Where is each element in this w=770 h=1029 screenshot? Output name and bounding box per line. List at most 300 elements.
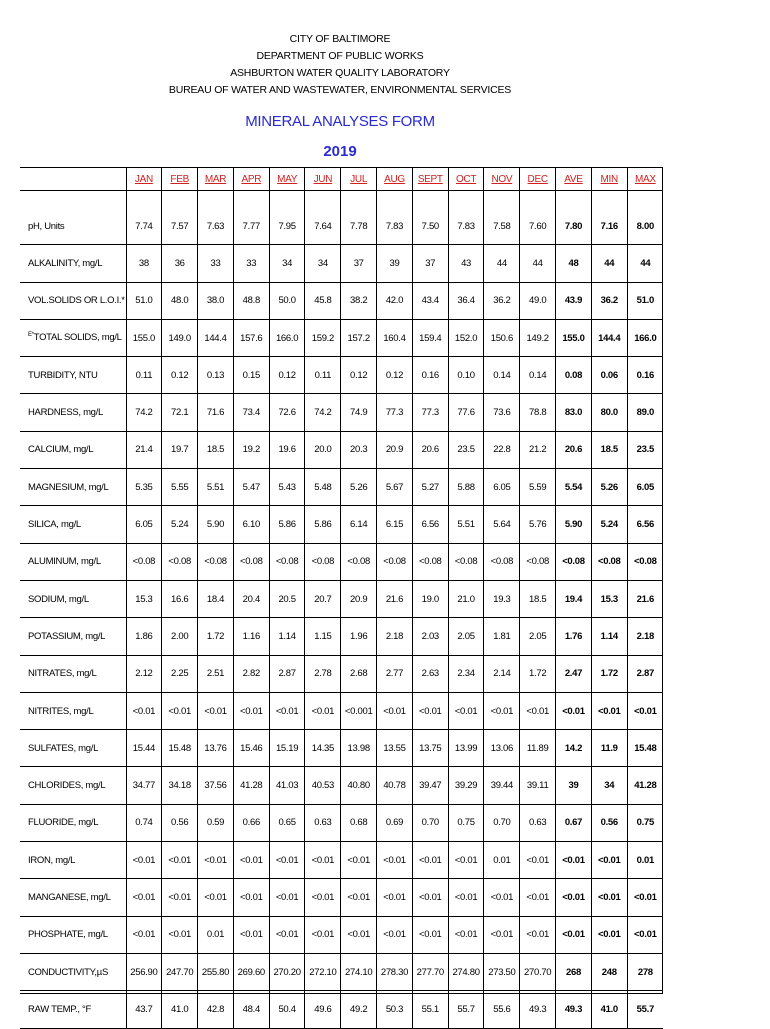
table-cell: 40.80 — [341, 767, 377, 804]
form-year: 2019 — [323, 143, 357, 160]
summary-cell: 278 — [627, 953, 663, 990]
column-header: AVE — [556, 168, 592, 191]
summary-cell: <0.01 — [627, 879, 663, 916]
row-label-text: CHLORIDES, mg/L — [28, 780, 106, 792]
row-label-text: CONDUCTIVITY,µS — [28, 966, 108, 978]
table-cell: 5.27 — [412, 469, 448, 506]
table-cell: <0.01 — [269, 842, 305, 879]
table-row — [20, 245, 663, 282]
summary-cell: <0.01 — [556, 916, 592, 953]
table-cell: <0.08 — [126, 543, 162, 580]
summary-cell: <0.01 — [591, 916, 627, 953]
column-header: AUG — [377, 168, 413, 191]
table-cell: 43.7 — [126, 991, 162, 1028]
table-cell: <0.01 — [412, 842, 448, 879]
header-department: DEPARTMENT OF PUBLIC WORKS — [256, 50, 424, 62]
summary-cell: 7.80 — [556, 208, 592, 245]
summary-cell: <0.01 — [627, 916, 663, 953]
table-cell: 5.76 — [520, 506, 556, 543]
row-label — [20, 208, 126, 245]
table-cell: <0.01 — [341, 916, 377, 953]
table-cell: 21.4 — [126, 431, 162, 468]
table-cell: <0.01 — [520, 879, 556, 916]
table-cell: <0.01 — [126, 842, 162, 879]
table-cell: 37 — [341, 245, 377, 282]
row-label — [20, 879, 126, 916]
form-title: MINERAL ANALYSES FORM — [245, 113, 435, 130]
header-blank — [20, 168, 126, 191]
table-cell: 13.06 — [484, 730, 520, 767]
table-cell: 7.58 — [484, 208, 520, 245]
table-cell: <0.08 — [269, 543, 305, 580]
row-label — [20, 692, 126, 729]
table-cell: 1.15 — [305, 618, 341, 655]
table-cell: 13.75 — [412, 730, 448, 767]
table-cell: 77.3 — [377, 394, 413, 431]
summary-cell: <0.08 — [591, 543, 627, 580]
row-label — [20, 618, 126, 655]
table-row — [20, 282, 663, 319]
table-cell: 0.11 — [305, 357, 341, 394]
row-label — [20, 842, 126, 879]
table-row — [20, 431, 663, 468]
table-cell: 1.96 — [341, 618, 377, 655]
table-cell: 2.25 — [162, 655, 198, 692]
table-cell: 6.05 — [484, 469, 520, 506]
row-label — [20, 319, 126, 356]
summary-cell: 6.05 — [627, 469, 663, 506]
summary-cell: 5.26 — [591, 469, 627, 506]
table-cell: 5.59 — [520, 469, 556, 506]
table-cell: <0.01 — [162, 842, 198, 879]
table-cell: 44 — [484, 245, 520, 282]
table-cell: 6.05 — [126, 506, 162, 543]
table-cell: <0.01 — [233, 879, 269, 916]
table-row — [20, 394, 663, 431]
row-label-text: SULFATES, mg/L — [28, 742, 99, 754]
row-label-text: ALUMINUM, mg/L — [28, 556, 101, 568]
row-label — [20, 394, 126, 431]
table-cell: <0.01 — [126, 692, 162, 729]
table-cell: <0.01 — [520, 916, 556, 953]
table-cell: 13.55 — [377, 730, 413, 767]
column-header: JAN — [126, 168, 162, 191]
table-cell: 19.3 — [484, 580, 520, 617]
summary-cell: 0.01 — [627, 842, 663, 879]
table-cell: 40.53 — [305, 767, 341, 804]
table-cell: <0.01 — [484, 916, 520, 953]
table-cell: 2.77 — [377, 655, 413, 692]
table-cell: 270.20 — [269, 953, 305, 990]
table-cell: 0.01 — [484, 842, 520, 879]
table-cell: 160.4 — [377, 319, 413, 356]
table-cell: <0.01 — [233, 842, 269, 879]
table-cell: 2.82 — [233, 655, 269, 692]
table-cell: 49.2 — [341, 991, 377, 1028]
summary-cell: 44 — [591, 245, 627, 282]
row-label-text: VOL.SOLIDS OR L.O.I.* — [28, 295, 125, 307]
table-cell: 159.2 — [305, 319, 341, 356]
table-cell: 34 — [269, 245, 305, 282]
table-cell: 2.87 — [269, 655, 305, 692]
table-cell: 0.66 — [233, 804, 269, 841]
table-cell: <0.01 — [412, 879, 448, 916]
spacer-row — [20, 191, 663, 209]
table-cell: 144.4 — [198, 319, 234, 356]
table-cell: 5.67 — [377, 469, 413, 506]
summary-cell: 19.4 — [556, 580, 592, 617]
summary-cell: 248 — [591, 953, 627, 990]
table-cell: 274.10 — [341, 953, 377, 990]
summary-cell: 0.75 — [627, 804, 663, 841]
table-cell: 55.6 — [484, 991, 520, 1028]
table-cell: 42.8 — [198, 991, 234, 1028]
summary-cell: <0.01 — [591, 692, 627, 729]
summary-cell: 0.67 — [556, 804, 592, 841]
summary-cell: 0.08 — [556, 357, 592, 394]
table-row — [20, 208, 663, 245]
table-cell: 49.0 — [520, 282, 556, 319]
table-cell: <0.08 — [233, 543, 269, 580]
table-cell: <0.01 — [269, 692, 305, 729]
table-cell: 71.6 — [198, 394, 234, 431]
table-cell: 72.6 — [269, 394, 305, 431]
table-cell: 6.15 — [377, 506, 413, 543]
table-cell: 20.9 — [341, 580, 377, 617]
table-cell: <0.08 — [412, 543, 448, 580]
table-cell: 74.9 — [341, 394, 377, 431]
table-cell: 18.5 — [520, 580, 556, 617]
table-cell: 278.30 — [377, 953, 413, 990]
table-cell: 40.78 — [377, 767, 413, 804]
table-cell: 5.26 — [341, 469, 377, 506]
table-cell: 73.6 — [484, 394, 520, 431]
row-label — [20, 916, 126, 953]
table-cell: 1.14 — [269, 618, 305, 655]
table-cell: 49.6 — [305, 991, 341, 1028]
table-cell: 6.14 — [341, 506, 377, 543]
table-cell: 74.2 — [126, 394, 162, 431]
summary-cell: <0.08 — [627, 543, 663, 580]
table-cell: <0.08 — [341, 543, 377, 580]
table-cell: 0.63 — [520, 804, 556, 841]
table-row — [20, 618, 663, 655]
row-label — [20, 469, 126, 506]
table-cell: 15.44 — [126, 730, 162, 767]
table-cell: 22.8 — [484, 431, 520, 468]
table-cell: 7.57 — [162, 208, 198, 245]
table-cell: 0.14 — [520, 357, 556, 394]
table-cell: 5.55 — [162, 469, 198, 506]
table-cell: <0.01 — [198, 692, 234, 729]
column-header: JUL — [341, 168, 377, 191]
column-header: MAX — [627, 168, 663, 191]
row-label — [20, 245, 126, 282]
column-header: MAY — [269, 168, 305, 191]
table-cell: 1.81 — [484, 618, 520, 655]
table-cell: <0.08 — [162, 543, 198, 580]
table-cell: <0.01 — [305, 692, 341, 729]
table-cell: 13.76 — [198, 730, 234, 767]
summary-cell: 41.28 — [627, 767, 663, 804]
summary-cell: 18.5 — [591, 431, 627, 468]
table-cell: <0.01 — [305, 879, 341, 916]
table-row — [20, 842, 663, 879]
summary-cell: 23.5 — [627, 431, 663, 468]
table-cell: 0.12 — [162, 357, 198, 394]
table-cell: 5.35 — [126, 469, 162, 506]
table-cell: 7.83 — [448, 208, 484, 245]
table-cell: 0.65 — [269, 804, 305, 841]
table-cell: 36 — [162, 245, 198, 282]
summary-cell: <0.01 — [556, 879, 592, 916]
summary-cell: 15.3 — [591, 580, 627, 617]
summary-cell: <0.08 — [556, 543, 592, 580]
table-cell: 72.1 — [162, 394, 198, 431]
table-cell: 5.86 — [305, 506, 341, 543]
table-cell: 2.68 — [341, 655, 377, 692]
table-cell: 20.3 — [341, 431, 377, 468]
table-row — [20, 655, 663, 692]
table-cell: 19.6 — [269, 431, 305, 468]
table-cell: 5.51 — [448, 506, 484, 543]
table-cell: 38.0 — [198, 282, 234, 319]
row-label — [20, 730, 126, 767]
table-cell: 19.0 — [412, 580, 448, 617]
table-cell: <0.01 — [484, 879, 520, 916]
table-cell: 13.98 — [341, 730, 377, 767]
table-row — [20, 469, 663, 506]
column-header: JUN — [305, 168, 341, 191]
table-cell: 21.6 — [377, 580, 413, 617]
table-row — [20, 730, 663, 767]
table-cell: 2.34 — [448, 655, 484, 692]
table-cell: 2.05 — [520, 618, 556, 655]
table-cell: 55.7 — [448, 991, 484, 1028]
table-cell: 2.00 — [162, 618, 198, 655]
table-cell: 0.70 — [484, 804, 520, 841]
table-cell: 2.78 — [305, 655, 341, 692]
table-cell: 5.90 — [198, 506, 234, 543]
table-cell: 5.47 — [233, 469, 269, 506]
summary-cell: 41.0 — [591, 991, 627, 1028]
table-cell: 15.19 — [269, 730, 305, 767]
table-cell: <0.01 — [126, 916, 162, 953]
header-bureau: BUREAU OF WATER AND WASTEWATER, ENVIRONMENTAL SERVICES — [168, 84, 512, 96]
table-row — [20, 991, 663, 1028]
table-cell: 1.72 — [198, 618, 234, 655]
table-cell: 48.8 — [233, 282, 269, 319]
table-cell: <0.08 — [448, 543, 484, 580]
table-cell: 0.11 — [126, 357, 162, 394]
table-cell: 6.56 — [412, 506, 448, 543]
table-cell: 7.77 — [233, 208, 269, 245]
row-label-text: TURBIDITY, NTU — [28, 369, 98, 381]
table-cell: 41.28 — [233, 767, 269, 804]
column-header: NOV — [484, 168, 520, 191]
table-cell: 0.12 — [377, 357, 413, 394]
table-cell: 7.50 — [412, 208, 448, 245]
table-cell: 41.03 — [269, 767, 305, 804]
table-cell: 273.50 — [484, 953, 520, 990]
column-header: MIN — [591, 168, 627, 191]
table-cell: 55.1 — [412, 991, 448, 1028]
table-cell: 0.70 — [412, 804, 448, 841]
table-cell: 0.13 — [198, 357, 234, 394]
table-cell: 0.14 — [484, 357, 520, 394]
table-cell: 39.11 — [520, 767, 556, 804]
table-cell: 150.6 — [484, 319, 520, 356]
table-cell: 7.64 — [305, 208, 341, 245]
table-cell: 2.03 — [412, 618, 448, 655]
row-label-text: NITRATES, mg/L — [28, 668, 97, 680]
column-header: DEC — [520, 168, 556, 191]
table-cell: 2.18 — [377, 618, 413, 655]
mineral-analyses-table — [20, 167, 663, 1015]
column-header: OCT — [448, 168, 484, 191]
table-cell: 15.48 — [162, 730, 198, 767]
summary-cell: 0.56 — [591, 804, 627, 841]
table-cell: 15.3 — [126, 580, 162, 617]
table-cell: 2.63 — [412, 655, 448, 692]
table-cell: 149.2 — [520, 319, 556, 356]
table-cell: <0.01 — [520, 842, 556, 879]
table-cell: 19.2 — [233, 431, 269, 468]
table-cell: <0.01 — [305, 916, 341, 953]
table-cell: 255.80 — [198, 953, 234, 990]
row-label — [20, 282, 126, 319]
table-cell: <0.01 — [341, 842, 377, 879]
table-cell: <0.01 — [233, 692, 269, 729]
table-cell: 36.4 — [448, 282, 484, 319]
table-cell: <0.01 — [198, 879, 234, 916]
table-cell: 44 — [520, 245, 556, 282]
table-row — [20, 879, 663, 916]
table-cell: 42.0 — [377, 282, 413, 319]
summary-cell: 39 — [556, 767, 592, 804]
row-label — [20, 804, 126, 841]
table-cell: <0.01 — [448, 916, 484, 953]
table-cell: 149.0 — [162, 319, 198, 356]
row-label — [20, 655, 126, 692]
table-cell: <0.01 — [126, 879, 162, 916]
table-cell: <0.08 — [520, 543, 556, 580]
table-cell: 166.0 — [269, 319, 305, 356]
summary-cell: 14.2 — [556, 730, 592, 767]
table-cell: <0.01 — [341, 879, 377, 916]
row-label-superscript: E* — [28, 332, 34, 339]
table-cell: 0.12 — [269, 357, 305, 394]
table-cell: 49.3 — [520, 991, 556, 1028]
summary-cell: 0.16 — [627, 357, 663, 394]
summary-cell: 49.3 — [556, 991, 592, 1028]
table-cell: 0.10 — [448, 357, 484, 394]
table-cell: <0.01 — [269, 879, 305, 916]
table-cell: <0.01 — [162, 879, 198, 916]
table-row — [20, 916, 663, 953]
table-cell: 5.86 — [269, 506, 305, 543]
row-label-text: PHOSPHATE, mg/L — [28, 929, 108, 941]
table-cell: 41.0 — [162, 991, 198, 1028]
summary-cell: 1.14 — [591, 618, 627, 655]
table-cell: 7.78 — [341, 208, 377, 245]
table-cell: 50.4 — [269, 991, 305, 1028]
table-cell: 159.4 — [412, 319, 448, 356]
column-header: FEB — [162, 168, 198, 191]
table-cell: 16.6 — [162, 580, 198, 617]
table-cell: 2.05 — [448, 618, 484, 655]
row-label-text: FLUORIDE, mg/L — [28, 817, 99, 829]
table-row — [20, 357, 663, 394]
summary-cell: 80.0 — [591, 394, 627, 431]
summary-cell: 166.0 — [627, 319, 663, 356]
row-label-text: IRON, mg/L — [28, 854, 76, 866]
table-cell: <0.01 — [520, 692, 556, 729]
month-header-row — [20, 168, 663, 191]
table-cell: 152.0 — [448, 319, 484, 356]
summary-cell: 21.6 — [627, 580, 663, 617]
summary-cell: 8.00 — [627, 208, 663, 245]
table-cell: <0.01 — [233, 916, 269, 953]
table-cell: 51.0 — [126, 282, 162, 319]
summary-cell: 2.18 — [627, 618, 663, 655]
table-cell: 0.01 — [198, 916, 234, 953]
row-label — [20, 580, 126, 617]
table-cell: 5.48 — [305, 469, 341, 506]
table-row — [20, 506, 663, 543]
summary-cell: <0.01 — [556, 692, 592, 729]
column-header: SEPT — [412, 168, 448, 191]
summary-cell: 2.47 — [556, 655, 592, 692]
table-cell: 73.4 — [233, 394, 269, 431]
table-cell: <0.01 — [412, 692, 448, 729]
table-cell: 157.2 — [341, 319, 377, 356]
table-cell: 6.10 — [233, 506, 269, 543]
table-cell: 39.44 — [484, 767, 520, 804]
table-cell: 18.4 — [198, 580, 234, 617]
table-cell: 0.74 — [126, 804, 162, 841]
summary-cell: <0.01 — [591, 879, 627, 916]
table-cell: 39.29 — [448, 767, 484, 804]
row-label — [20, 506, 126, 543]
summary-cell: 268 — [556, 953, 592, 990]
table-cell: 1.86 — [126, 618, 162, 655]
summary-cell: 155.0 — [556, 319, 592, 356]
summary-cell: <0.01 — [591, 842, 627, 879]
summary-cell: 1.72 — [591, 655, 627, 692]
row-label — [20, 767, 126, 804]
table-cell: 0.59 — [198, 804, 234, 841]
table-cell: 33 — [198, 245, 234, 282]
table-row — [20, 767, 663, 804]
summary-cell: 144.4 — [591, 319, 627, 356]
table-row — [20, 953, 663, 990]
table-cell: 50.0 — [269, 282, 305, 319]
table-cell: 37 — [412, 245, 448, 282]
summary-cell: <0.01 — [556, 842, 592, 879]
table-cell: 2.51 — [198, 655, 234, 692]
table-cell: <0.01 — [448, 692, 484, 729]
summary-cell: 15.48 — [627, 730, 663, 767]
header-laboratory: ASHBURTON WATER QUALITY LABORATORY — [230, 67, 450, 79]
row-label-text: TOTAL SOLIDS, mg/L — [33, 332, 122, 344]
table-cell: 20.0 — [305, 431, 341, 468]
table-row — [20, 319, 663, 356]
header-city: CITY OF BALTIMORE — [289, 33, 391, 45]
table-cell: 270.70 — [520, 953, 556, 990]
table-cell: 5.64 — [484, 506, 520, 543]
table-cell: 20.6 — [412, 431, 448, 468]
